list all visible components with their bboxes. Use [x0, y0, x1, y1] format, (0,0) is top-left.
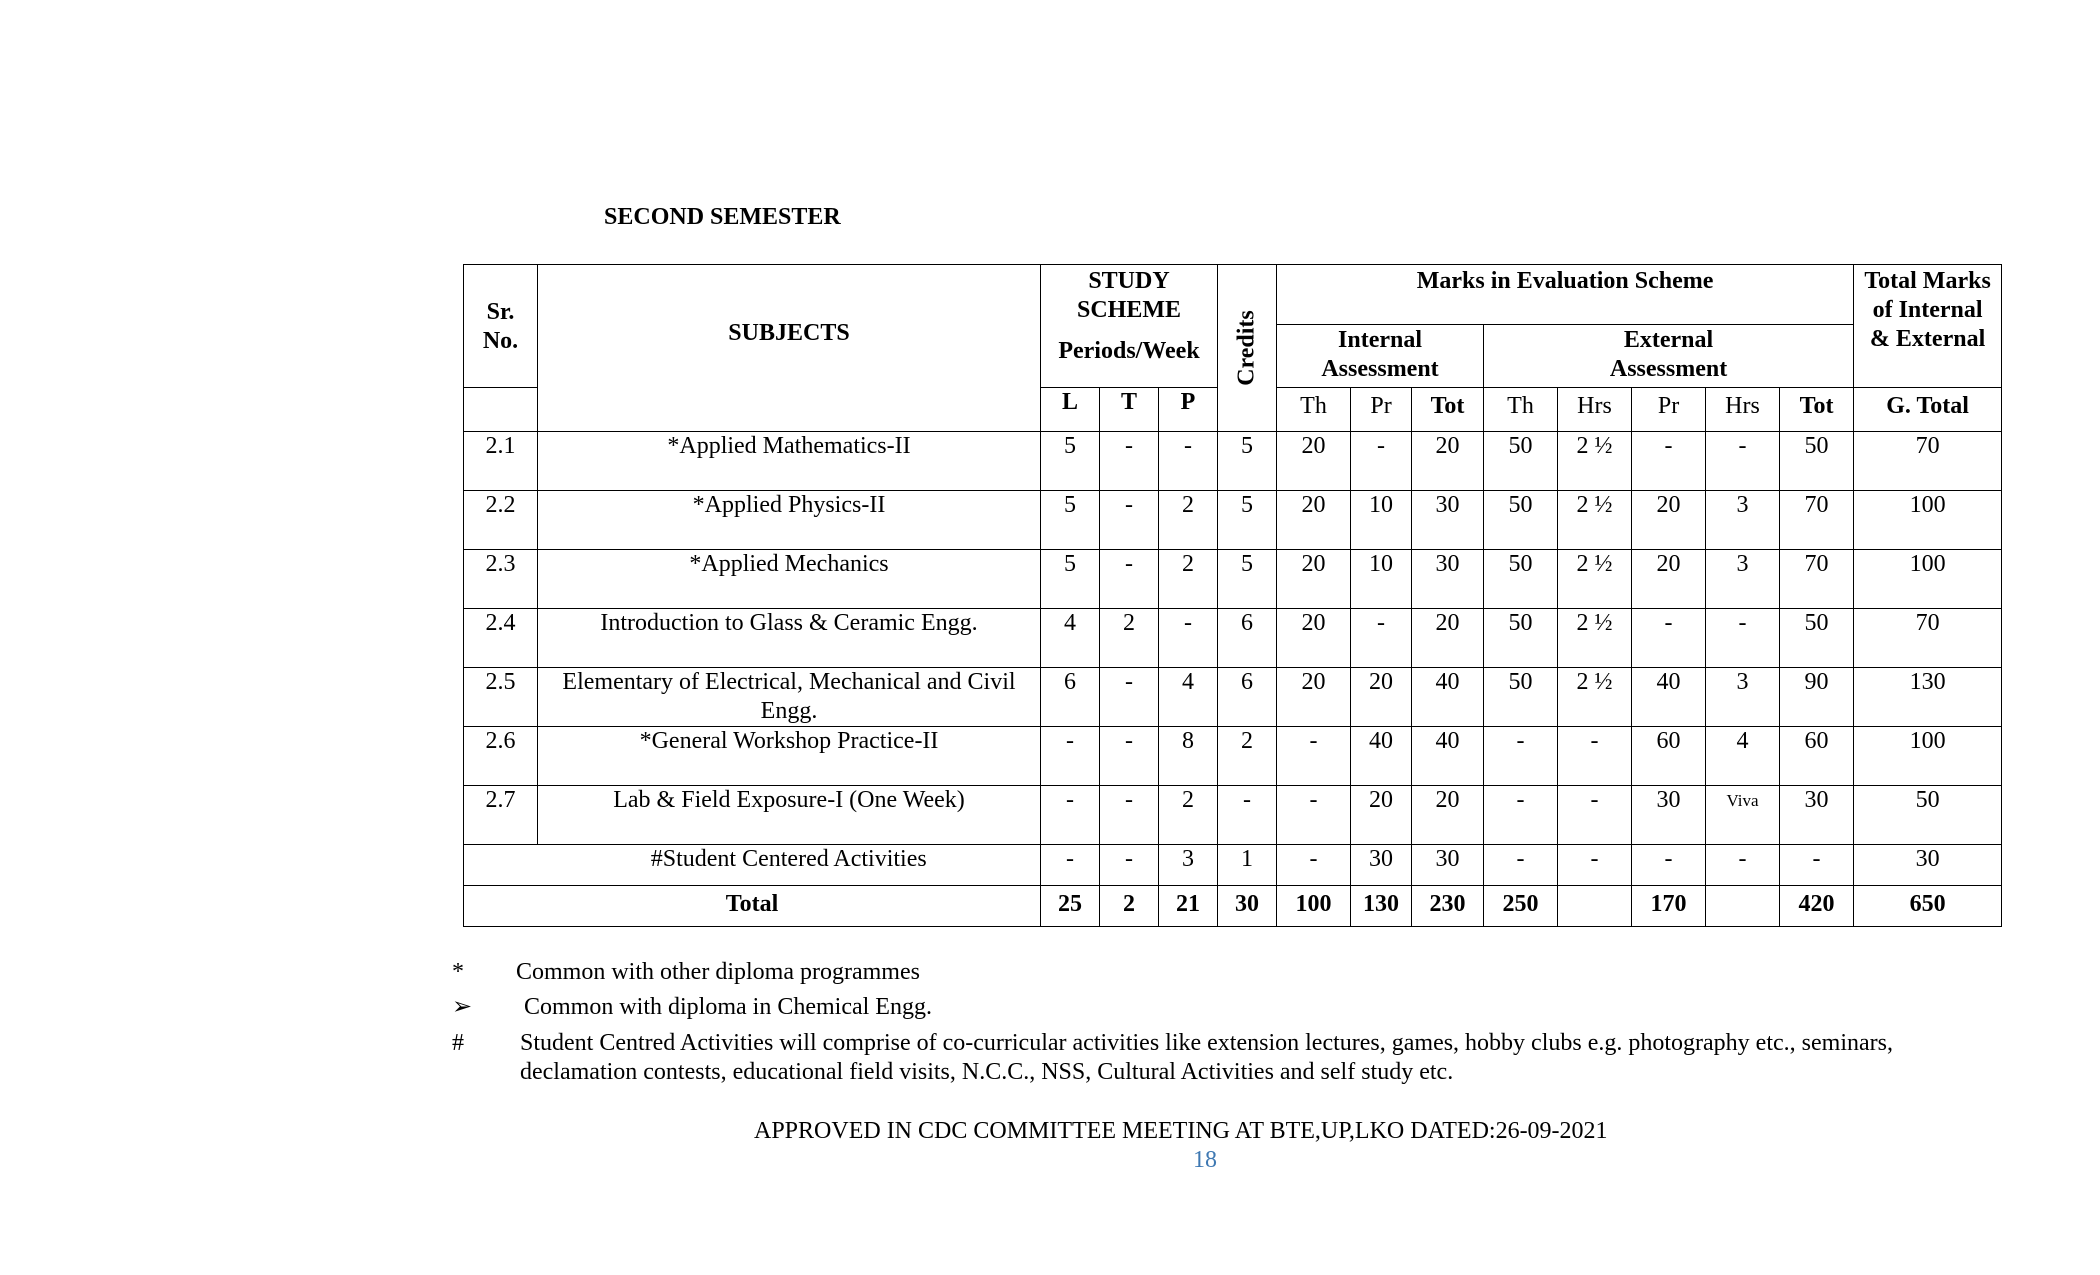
subject-cell: Elementary of Electrical, Mechanical and Civil Engg.	[538, 668, 1041, 727]
total-cell: 170	[1632, 886, 1706, 927]
value-cell: -	[1484, 727, 1558, 786]
header-subjects: SUBJECTS	[538, 265, 1041, 432]
header-p: P	[1159, 388, 1218, 432]
value-cell: 40	[1412, 727, 1484, 786]
total-cell: 21	[1159, 886, 1218, 927]
footnote-text: Student Centred Activities will comprise of co-curricular activities like extension lectures, games, hobby clubs e.g. photography etc., seminars, declamation contests, educational field visits, N.C.C., NSS, Cultural Activities and self study etc.	[520, 1030, 1893, 1085]
header-int-th: Th	[1277, 388, 1351, 432]
value-cell: -	[1780, 845, 1854, 886]
value-cell: 1	[1218, 845, 1277, 886]
value-cell: 20	[1412, 609, 1484, 668]
value-cell: 2	[1159, 786, 1218, 845]
value-cell: 3	[1706, 550, 1780, 609]
value-cell: 20	[1277, 432, 1351, 491]
hash-symbol: #	[452, 1030, 464, 1056]
evaluation-scheme-table	[463, 264, 2002, 927]
value-cell: 20	[1412, 432, 1484, 491]
table-row	[464, 727, 2002, 786]
header-ext-th: Th	[1484, 388, 1558, 432]
value-cell: 2	[1159, 491, 1218, 550]
value-cell: 30	[1632, 786, 1706, 845]
total-cell: 100	[1277, 886, 1351, 927]
subject-cell: *Applied Mechanics	[538, 550, 1041, 609]
table-row	[464, 786, 2002, 845]
total-cell: 2	[1100, 886, 1159, 927]
value-cell: 50	[1854, 786, 2002, 845]
value-cell: -	[1706, 432, 1780, 491]
value-cell: 70	[1780, 550, 1854, 609]
header-external-assessment: External Assessment	[1484, 325, 1854, 388]
value-cell: 50	[1780, 609, 1854, 668]
value-cell: 20	[1632, 491, 1706, 550]
header-ext-hrs2: Hrs	[1706, 388, 1780, 432]
table-row	[464, 432, 2002, 491]
header-blank	[464, 388, 538, 432]
value-cell: -	[1706, 845, 1780, 886]
footnotes	[452, 958, 2012, 1085]
header-study-scheme: STUDY SCHEME Periods/Week	[1041, 265, 1218, 388]
value-cell: 20	[1351, 786, 1412, 845]
total-cell: 130	[1351, 886, 1412, 927]
value-cell: 20	[1351, 668, 1412, 727]
value-cell: 20	[1277, 668, 1351, 727]
sr-no-cell: 2.6	[464, 727, 538, 786]
sr-no-cell: 2.1	[464, 432, 538, 491]
header-internal-assessment: Internal Assessment	[1277, 325, 1484, 388]
value-cell: -	[1558, 727, 1632, 786]
table-row	[464, 550, 2002, 609]
value-cell: 8	[1159, 727, 1218, 786]
value-cell: 2 ½	[1558, 432, 1632, 491]
value-cell: 20	[1277, 550, 1351, 609]
value-cell: 4	[1041, 609, 1100, 668]
value-cell: 3	[1706, 491, 1780, 550]
value-cell: 50	[1484, 491, 1558, 550]
total-label: Total	[464, 886, 1041, 927]
value-cell: 2	[1218, 727, 1277, 786]
footnote-text: Common with diploma in Chemical Engg.	[524, 994, 932, 1020]
value-cell: -	[1558, 786, 1632, 845]
header-int-pr: Pr	[1351, 388, 1412, 432]
value-cell: -	[1277, 845, 1351, 886]
asterisk-symbol: *	[452, 959, 464, 985]
table-row	[464, 668, 2002, 727]
value-cell: 20	[1632, 550, 1706, 609]
value-cell: -	[1100, 491, 1159, 550]
footnote	[452, 1029, 2012, 1087]
value-cell: -	[1351, 609, 1412, 668]
value-cell: Viva	[1706, 786, 1780, 845]
blank-cell	[464, 845, 538, 886]
value-cell: 60	[1780, 727, 1854, 786]
header-g-total: G. Total	[1854, 388, 2002, 432]
value-cell: -	[1100, 786, 1159, 845]
header-l: L	[1041, 388, 1100, 432]
value-cell: 2 ½	[1558, 550, 1632, 609]
total-cell: 30	[1218, 886, 1277, 927]
value-cell: 90	[1780, 668, 1854, 727]
value-cell: -	[1632, 609, 1706, 668]
table-row	[464, 609, 2002, 668]
value-cell: 40	[1351, 727, 1412, 786]
header-int-tot: Tot	[1412, 388, 1484, 432]
value-cell: 3	[1706, 668, 1780, 727]
value-cell: 30	[1412, 550, 1484, 609]
value-cell: 100	[1854, 491, 2002, 550]
value-cell: 30	[1412, 845, 1484, 886]
subject-cell: Introduction to Glass & Ceramic Engg.	[538, 609, 1041, 668]
value-cell: 6	[1218, 609, 1277, 668]
value-cell: -	[1100, 432, 1159, 491]
value-cell: 100	[1854, 550, 2002, 609]
sr-no-cell: 2.7	[464, 786, 538, 845]
value-cell: -	[1041, 845, 1100, 886]
value-cell: -	[1706, 609, 1780, 668]
value-cell: -	[1159, 609, 1218, 668]
arrow-bullet-icon: ➢	[452, 994, 473, 1020]
approval-statement: APPROVED IN CDC COMMITTEE MEETING AT BTE,UP,LKO DATED:26-09-2021	[754, 1118, 1608, 1144]
value-cell: 20	[1277, 491, 1351, 550]
value-cell: -	[1484, 845, 1558, 886]
subject-cell: *General Workshop Practice-II	[538, 727, 1041, 786]
value-cell: -	[1218, 786, 1277, 845]
page-number: 18	[1193, 1147, 1217, 1173]
value-cell: 50	[1484, 668, 1558, 727]
value-cell: -	[1277, 786, 1351, 845]
value-cell: 5	[1041, 491, 1100, 550]
value-cell: 70	[1780, 491, 1854, 550]
value-cell: 3	[1159, 845, 1218, 886]
table-row	[464, 491, 2002, 550]
value-cell: 2	[1100, 609, 1159, 668]
value-cell: -	[1632, 845, 1706, 886]
value-cell: -	[1100, 550, 1159, 609]
value-cell: 50	[1484, 550, 1558, 609]
value-cell: 6	[1041, 668, 1100, 727]
value-cell: 30	[1780, 786, 1854, 845]
total-cell: 25	[1041, 886, 1100, 927]
value-cell: 5	[1218, 432, 1277, 491]
value-cell: -	[1100, 727, 1159, 786]
value-cell: 50	[1484, 609, 1558, 668]
value-cell: 2 ½	[1558, 491, 1632, 550]
total-cell	[1558, 886, 1632, 927]
subject-cell: *Applied Physics-II	[538, 491, 1041, 550]
subject-cell: #Student Centered Activities	[538, 845, 1041, 886]
value-cell: 4	[1706, 727, 1780, 786]
header-ext-pr: Pr	[1632, 388, 1706, 432]
value-cell: -	[1558, 845, 1632, 886]
value-cell: 30	[1351, 845, 1412, 886]
value-cell: 5	[1218, 491, 1277, 550]
header-t: T	[1100, 388, 1159, 432]
value-cell: 100	[1854, 727, 2002, 786]
value-cell: -	[1159, 432, 1218, 491]
activities-row	[464, 845, 2002, 886]
value-cell: 20	[1412, 786, 1484, 845]
value-cell: 30	[1412, 491, 1484, 550]
total-row	[464, 886, 2002, 927]
value-cell: 60	[1632, 727, 1706, 786]
sr-no-cell: 2.4	[464, 609, 538, 668]
total-cell: 230	[1412, 886, 1484, 927]
total-cell: 420	[1780, 886, 1854, 927]
value-cell: 5	[1041, 550, 1100, 609]
value-cell: 10	[1351, 491, 1412, 550]
value-cell: -	[1632, 432, 1706, 491]
sr-no-cell: 2.3	[464, 550, 538, 609]
value-cell: 20	[1277, 609, 1351, 668]
subject-cell: *Applied Mathematics-II	[538, 432, 1041, 491]
value-cell: 40	[1632, 668, 1706, 727]
value-cell: 130	[1854, 668, 2002, 727]
value-cell: 2	[1159, 550, 1218, 609]
value-cell: 5	[1218, 550, 1277, 609]
value-cell: 10	[1351, 550, 1412, 609]
subject-cell: Lab & Field Exposure-I (One Week)	[538, 786, 1041, 845]
value-cell: 5	[1041, 432, 1100, 491]
total-cell	[1706, 886, 1780, 927]
value-cell: 40	[1412, 668, 1484, 727]
value-cell: -	[1351, 432, 1412, 491]
value-cell: 50	[1780, 432, 1854, 491]
header-ext-hrs: Hrs	[1558, 388, 1632, 432]
sr-no-cell: 2.2	[464, 491, 538, 550]
value-cell: -	[1041, 727, 1100, 786]
semester-title: SECOND SEMESTER	[604, 204, 841, 230]
value-cell: 30	[1854, 845, 2002, 886]
value-cell: -	[1484, 786, 1558, 845]
value-cell: -	[1100, 668, 1159, 727]
value-cell: -	[1100, 845, 1159, 886]
value-cell: 70	[1854, 432, 2002, 491]
footnote-text: Common with other diploma programmes	[516, 959, 920, 985]
value-cell: 70	[1854, 609, 2002, 668]
sr-no-cell: 2.5	[464, 668, 538, 727]
header-credits: Credits	[1218, 265, 1277, 432]
value-cell: 2 ½	[1558, 609, 1632, 668]
value-cell: 2 ½	[1558, 668, 1632, 727]
value-cell: -	[1277, 727, 1351, 786]
total-cell: 250	[1484, 886, 1558, 927]
value-cell: 6	[1218, 668, 1277, 727]
value-cell: -	[1041, 786, 1100, 845]
value-cell: 50	[1484, 432, 1558, 491]
footnote	[452, 958, 2012, 987]
value-cell: 4	[1159, 668, 1218, 727]
header-marks-eval: Marks in Evaluation Scheme	[1277, 265, 1854, 325]
header-total-marks: Total Marks of Internal & External	[1854, 265, 2002, 388]
footnote	[452, 993, 2012, 1022]
total-cell: 650	[1854, 886, 2002, 927]
header-sr-no: Sr. No.	[464, 265, 538, 388]
header-ext-tot: Tot	[1780, 388, 1854, 432]
